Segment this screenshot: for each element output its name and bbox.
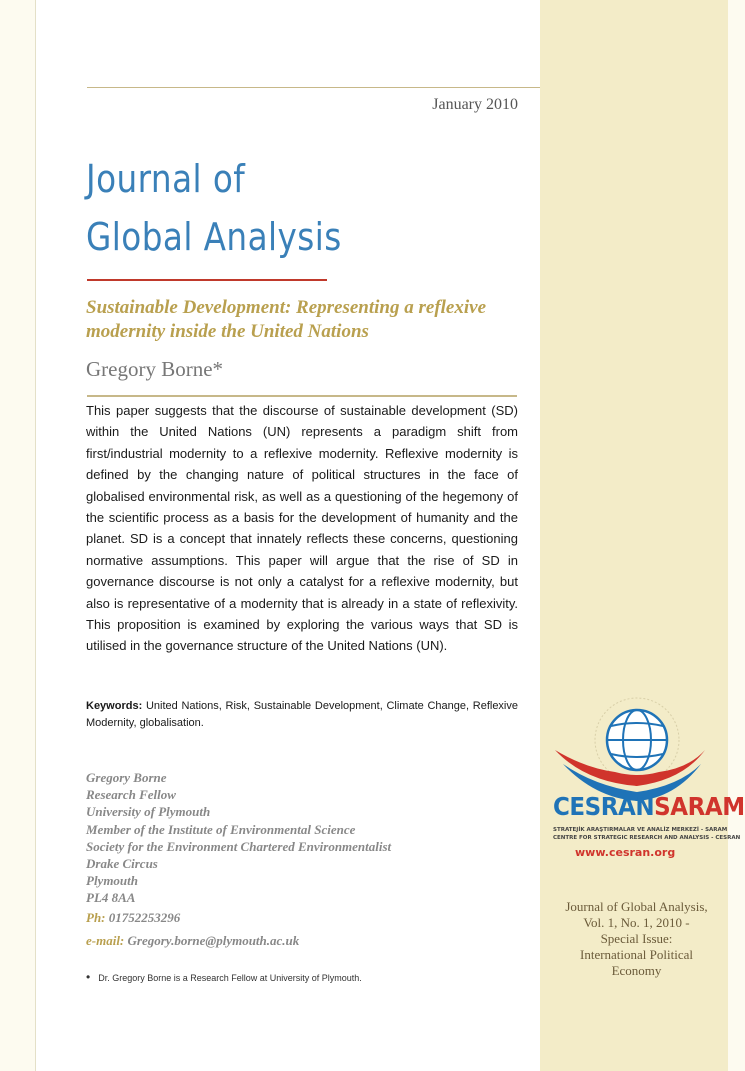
affiliation-line: PL4 8AA [86, 890, 136, 906]
wordmark-red: SARAM [654, 792, 745, 821]
phone-line [86, 910, 180, 926]
citation-line: Economy [611, 963, 662, 978]
footnote-bullet: • [86, 970, 91, 984]
phone-label: Ph: [86, 910, 106, 925]
affiliation-line: Research Fellow [86, 787, 176, 803]
affiliation-line: Gregory Borne [86, 770, 167, 785]
keywords-label: Keywords: [86, 700, 143, 712]
email-line [86, 933, 299, 949]
citation-line: Vol. 1, No. 1, 2010 - [583, 915, 690, 930]
cesran-wordmark [553, 792, 745, 821]
tagline-line1: STRATEJİK ARAŞTIRMALAR VE ANALİZ MERKEZİ - SARAM [553, 827, 728, 833]
keywords-text: United Nations, Risk, Sustainable Development, Climate Change, Reflexive Modernity, globalisation. [86, 700, 518, 729]
author-affiliation [86, 769, 526, 907]
author-name: Gregory Borne* [86, 357, 224, 381]
affiliation-line: Plymouth [86, 873, 139, 889]
affiliation-line: University of Plymouth [86, 804, 211, 820]
title-underline [87, 279, 327, 281]
citation-line: Special Issue: [600, 931, 673, 946]
article-title-line1: Sustainable Development: Representing a reflexive [86, 297, 487, 318]
affiliation-line: Member of the Institute of Environmental Science [86, 821, 356, 837]
footnote-text: Dr. Gregory Borne is a Research Fellow at University of Plymouth. [98, 973, 362, 983]
top-rule [87, 87, 540, 88]
journal-citation [545, 899, 728, 979]
logo-tagline [553, 826, 741, 842]
abstract: This paper suggests that the discourse of sustainable development (SD) within the United Nations (UN) represents a paradigm shift from first/industrial modernity to a reflexive modernity. Reflexive modernity is defined by the changing nature of political structures in the face of globalised environmental risk, as well as a questioning of the hegemony of the scientific process as a basis for the development of humanity and the planet. SD is a concept that innately reflects these concerns, questioning normative assumptions. This paper will argue that the rise of SD in governance discourse is not only a catalyst for a reflexive modernity, but also is representative of a modernity that is already in a state of reflexivity. This proposition is examined by exploring the various ways that SD is utilised in the governance structure of the United Nations (UN). [86, 403, 518, 654]
article-title-line2: modernity inside the United Nations [86, 321, 369, 342]
phone-number: 01752253296 [108, 910, 181, 925]
article-title [86, 296, 526, 344]
tagline-line2: CENTRE FOR STRATEGIC RESEARCH AND ANALYSIS - CESRAN [553, 835, 741, 841]
wordmark-blue: CESRAN [553, 792, 655, 821]
journal-title-line1: Journal of [86, 157, 246, 201]
author-rule [87, 395, 517, 397]
email-label: e-mail: [86, 933, 125, 948]
website-link[interactable]: www.cesran.org [575, 846, 676, 859]
footnote [86, 970, 362, 984]
affiliation-line: Society for the Environment Chartered Environmentalist [86, 838, 392, 854]
affiliation-line: Drake Circus [86, 856, 158, 872]
issue-date: January 2010 [432, 96, 518, 113]
cesran-globe-logo [555, 688, 705, 808]
citation-line: International Political [580, 947, 693, 962]
citation-line: Journal of Global Analysis, [565, 899, 708, 914]
journal-title [86, 150, 342, 266]
journal-title-line2: Global Analysis [86, 215, 342, 259]
email-link[interactable]: Gregory.borne@plymouth.ac.uk [127, 933, 300, 948]
keywords [86, 698, 518, 732]
